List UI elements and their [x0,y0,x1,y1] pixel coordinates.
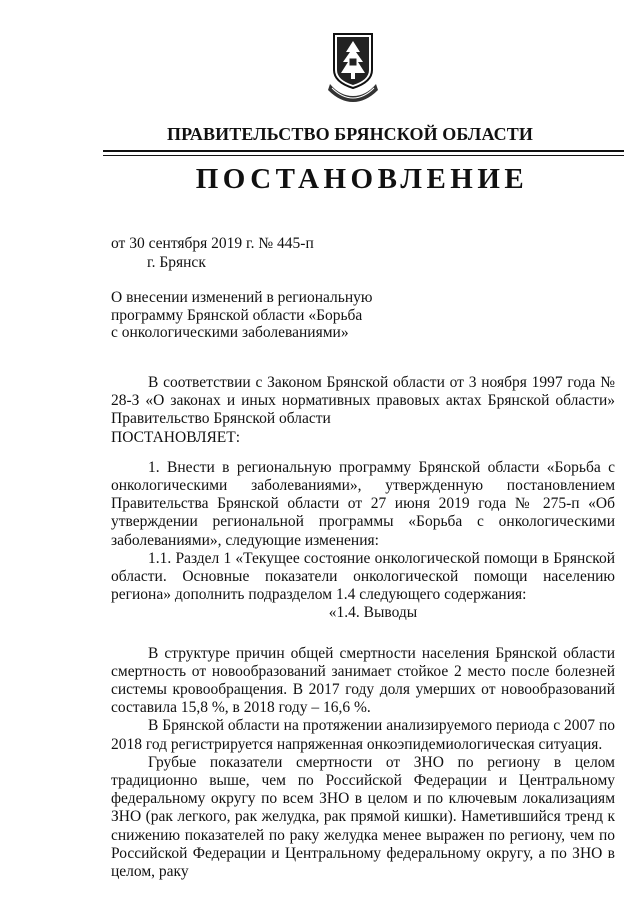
item-1-1-paragraph: 1.1. Раздел 1 «Текущее состояние онкологической помощи в Брянской области. Основные показатели онкологической помощи населению региона» дополнить подразделом 1.4 следующего содержания: [111,549,615,604]
government-title: ПРАВИТЕЛЬСТВО БРЯНСКОЙ ОБЛАСТИ [167,124,533,144]
preamble-paragraph: В соответствии с Законом Брянской области от 3 ноября 1997 года № 28-З «О законах и иных нормативных правовых актах Брянской области» Правительство Брянской области [111,374,615,428]
subject-line: с онкологическими заболеваниями» [111,324,349,341]
document-type-title: ПОСТАНОВЛЕНИЕ [195,163,529,195]
header-rule-thick [103,150,624,152]
item-1-paragraph: 1. Внести в региональную программу Брянской области «Борьба с онкологическими заболеваниями», утвержденную постановлением Правительства Брянской области от 27 июня 2019 года № 275-п «Об утверждении региональной программы «Борьба с онкологическими заболеваниями», следующие изменения: [111,458,615,549]
section-heading: «1.4. Выводы [328,604,418,622]
subject-line: программу Брянской области «Борьба [111,306,363,324]
resolves-keyword: ПОСТАНОВЛЯЕТ: [111,428,241,446]
body-paragraph: В структуре причин общей смертности населения Брянской области смертность от новообразований занимает стойкое 2 место после болезней системы кровообращения. В 2017 году доля умерших от новообразований составила 15,8 %, в 2018 году – 16,6 %. [111,644,615,717]
decree-body [111,374,615,881]
decree-city: г. Брянск [147,254,206,271]
body-paragraph: В Брянской области на протяжении анализируемого периода с 2007 по 2018 год регистрируется напряженная онкоэпидемиологическая ситуация. [111,717,615,753]
decree-date-number: от 30 сентября 2019 г. № 445-п [111,235,314,252]
body-paragraph: Грубые показатели смертности от ЗНО по региону в целом традиционно выше, чем по Российской Федерации и Центральному федеральному округу по всем ЗНО в целом и по ключевым локализациям ЗНО (рак легкого, рак желудка, рак прямой кишки). Наметившийся тренд к снижению показателей по раку желудка менее выражен по региону, чем по Российской Федерации и Центральному федеральному округу, а по ЗНО в целом, раку [111,753,615,881]
coat-of-arms-icon [326,30,380,104]
header-rule-thin [103,155,624,156]
subject-line: О внесении изменений в региональную [111,289,373,306]
decree-subject [111,289,372,342]
